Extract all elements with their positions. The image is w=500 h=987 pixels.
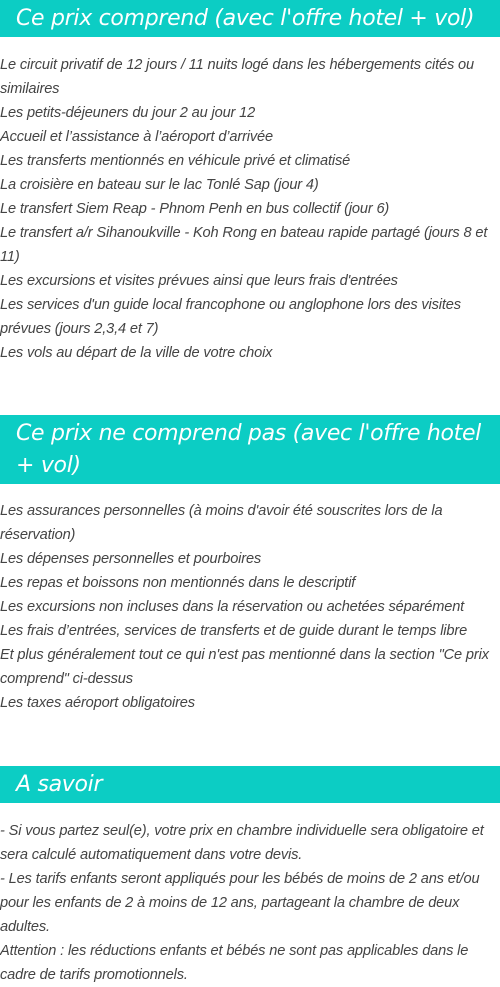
included-item-5: La croisière en bateau sur le lac Tonlé Sap (jour 4) [0, 177, 319, 193]
included-item-7: Le transfert a/r Sihanoukville - Koh Rong en bateau rapide partagé (jours 8 et 11) [0, 225, 488, 265]
included-item-1: Le circuit privatif de 12 jours / 11 nuits logé dans les hébergements cités ou similaires [0, 57, 474, 97]
included-item-6: Le transfert Siem Reap - Phnom Penh en bus collectif (jour 6) [0, 201, 390, 217]
excluded-item-6: Et plus généralement tout ce qui n'est pas mentionné dans la section "Ce prix comprend" ci-dessus [0, 647, 489, 687]
excluded-section [0, 415, 500, 715]
excluded-list [0, 499, 500, 715]
info-item-3: Attention : les réductions enfants et bébés ne sont pas applicables dans le cadre de tarifs promotionnels. [0, 943, 469, 983]
included-title: Ce prix comprend (avec l'offre hotel + vol) [0, 0, 500, 37]
included-item-8: Les excursions et visites prévues ainsi que leurs frais d'entrées [0, 273, 398, 289]
excluded-item-3: Les repas et boissons non mentionnés dans le descriptif [0, 575, 356, 591]
included-list [0, 53, 500, 365]
excluded-item-5: Les frais d’entrées, services de transferts et de guide durant le temps libre [0, 623, 468, 639]
included-item-3: Accueil et l’assistance à l’aéroport d’arrivée [0, 129, 273, 145]
excluded-item-1: Les assurances personnelles (à moins d'avoir été souscrites lors de la réservation) [0, 503, 443, 543]
info-list [0, 819, 500, 987]
excluded-item-7: Les taxes aéroport obligatoires [0, 695, 195, 711]
info-item-1: - Si vous partez seul(e), votre prix en chambre individuelle sera obligatoire et sera calculé automatiquement dans votre devis. [0, 823, 484, 863]
excluded-item-2: Les dépenses personnelles et pourboires [0, 551, 262, 567]
info-title: A savoir [0, 766, 500, 803]
excluded-title: Ce prix ne comprend pas (avec l'offre hotel + vol) [0, 415, 500, 484]
info-item-2: - Les tarifs enfants seront appliqués pour les bébés de moins de 2 ans et/ou pour les enfants de 2 à moins de 12 ans, partageant la chambre de deux adultes. [0, 871, 480, 935]
included-item-2: Les petits-déjeuners du jour 2 au jour 12 [0, 105, 256, 121]
included-section [0, 0, 500, 365]
excluded-item-4: Les excursions non incluses dans la réservation ou achetées séparément [0, 599, 465, 615]
included-item-4: Les transferts mentionnés en véhicule privé et climatisé [0, 153, 351, 169]
info-section [0, 766, 500, 987]
included-item-9: Les services d'un guide local francophone ou anglophone lors des visites prévues (jours 2,3,4 et 7) [0, 297, 461, 337]
included-item-10: Les vols au départ de la ville de votre choix [0, 345, 273, 361]
